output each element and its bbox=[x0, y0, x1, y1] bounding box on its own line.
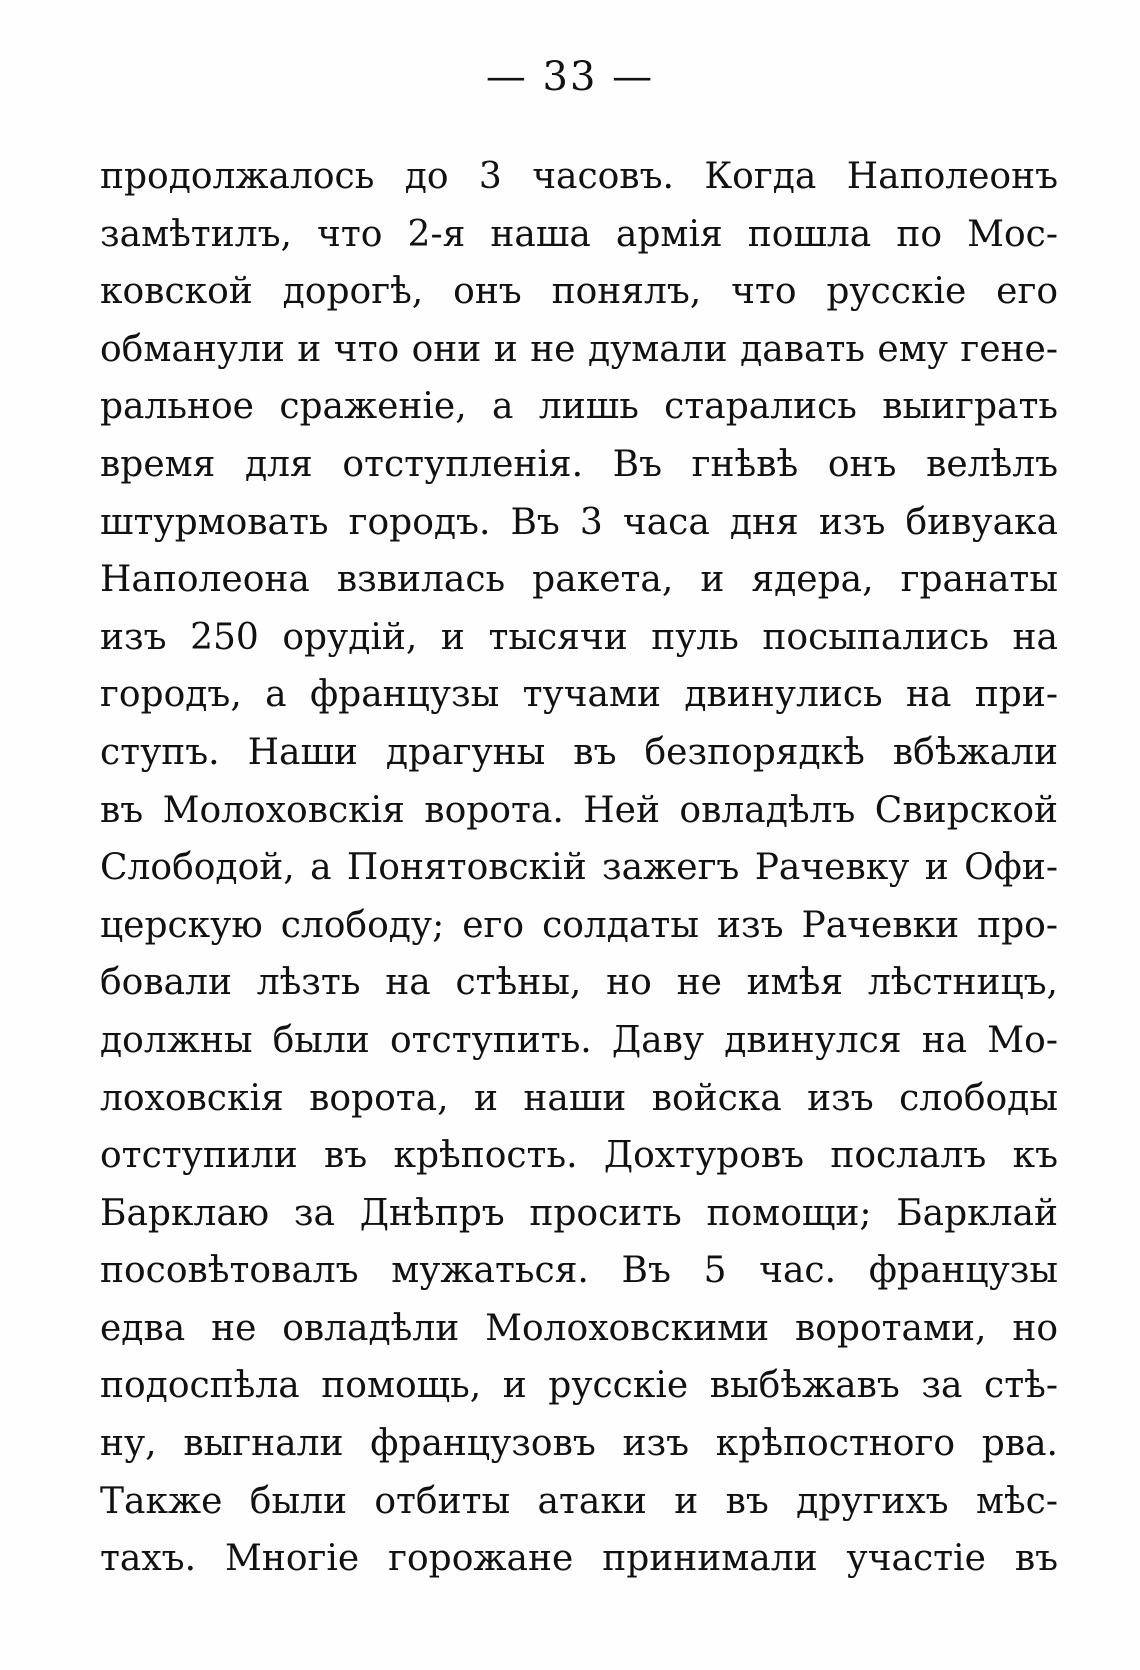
text-line: ковской дорогѣ, онъ понялъ, что русскіе его bbox=[100, 271, 1058, 313]
text-line: Слободой, а Понятовскій зажегъ Рачевку и Офи- bbox=[100, 847, 1058, 889]
text-line: ральное сраженіе, а лишь старались выиграть bbox=[100, 386, 1058, 428]
text-line: ну, выгнали французовъ изъ крѣпостного рва. bbox=[100, 1423, 1058, 1465]
text-line: отступили въ крѣпость. Дохтуровъ послалъ къ bbox=[100, 1135, 1058, 1177]
text-line: городъ, а французы тучами двинулись на при- bbox=[100, 674, 1058, 716]
text-line: ступъ. Наши драгуны въ безпорядкѣ вбѣжали bbox=[100, 731, 1058, 773]
text-line: въ Молоховскія ворота. Ней овладѣлъ Свирской bbox=[100, 789, 1058, 831]
text-line: время для отступленія. Въ гнѣвѣ онъ велѣлъ bbox=[100, 443, 1058, 485]
text-line: изъ 250 орудій, и тысячи пуль посыпались на bbox=[100, 616, 1058, 658]
text-line: подоспѣла помощь, и русскіе выбѣжавъ за стѣ- bbox=[100, 1365, 1058, 1407]
page-number: — 33 — bbox=[485, 54, 655, 100]
text-line: замѣтилъ, что 2-я наша армія пошла по Мос- bbox=[100, 213, 1058, 255]
text-line: Также были отбиты атаки и въ другихъ мѣс- bbox=[100, 1480, 1058, 1522]
text-line: обманули и что они и не думали давать ему гене- bbox=[100, 328, 1058, 370]
text-line: тахъ. Многіе горожане принимали участіе въ bbox=[100, 1538, 1058, 1580]
text-line: бовали лѣзть на стѣны, но не имѣя лѣстницъ, bbox=[100, 962, 1058, 1004]
text-line: посовѣтовалъ мужаться. Въ 5 час. французы bbox=[100, 1250, 1058, 1292]
text-line: лоховскія ворота, и наши войска изъ слободы bbox=[100, 1077, 1058, 1119]
text-line: продолжалось до 3 часовъ. Когда Наполеонъ bbox=[100, 156, 1058, 197]
text-line: едва не овладѣли Молоховскими воротами, но bbox=[100, 1307, 1058, 1349]
text-line: штурмовать городъ. Въ 3 часа дня изъ бивуака bbox=[100, 501, 1058, 543]
text-line: должны были отступить. Даву двинулся на Мо- bbox=[100, 1019, 1058, 1061]
text-line: церскую слободу; его солдаты изъ Рачевки про- bbox=[100, 904, 1058, 946]
body-text bbox=[100, 148, 1058, 1588]
text-line: Наполеона взвилась ракета, и ядера, гранаты bbox=[100, 559, 1058, 601]
text-line: Барклаю за Днѣпръ просить помощи; Барклай bbox=[100, 1192, 1058, 1234]
